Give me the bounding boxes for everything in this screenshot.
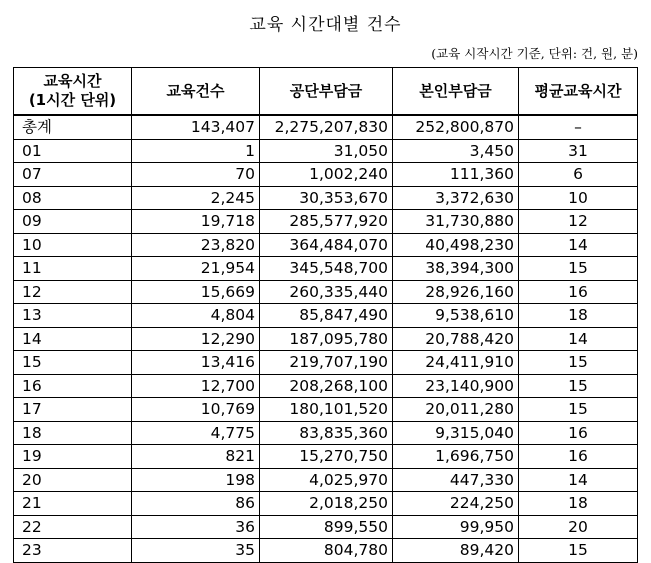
avg-time-cell: 15	[519, 374, 638, 398]
corp-share-cell: 285,577,920	[260, 210, 393, 234]
avg-time-cell: 31	[519, 139, 638, 163]
avg-time-cell: 18	[519, 304, 638, 328]
self-share-cell: 40,498,230	[393, 233, 519, 257]
self-share-cell: 89,420	[393, 539, 519, 563]
self-share-cell: 111,360	[393, 163, 519, 187]
avg-time-cell: 20	[519, 515, 638, 539]
time-cell: 12	[14, 280, 132, 304]
avg-time-cell: 10	[519, 186, 638, 210]
table-row	[14, 257, 638, 281]
corp-share-cell: 180,101,520	[260, 398, 393, 422]
avg-time-cell: 14	[519, 468, 638, 492]
self-share-cell: 9,538,610	[393, 304, 519, 328]
corp-share-cell: 30,353,670	[260, 186, 393, 210]
table-row	[14, 186, 638, 210]
time-cell: 15	[14, 351, 132, 375]
corp-share-cell: 345,548,700	[260, 257, 393, 281]
time-cell: 01	[14, 139, 132, 163]
avg-time-cell: 12	[519, 210, 638, 234]
time-cell: 09	[14, 210, 132, 234]
avg-time-cell: 15	[519, 398, 638, 422]
table-row	[14, 492, 638, 516]
corp-share-cell: 83,835,360	[260, 421, 393, 445]
count-cell: 86	[132, 492, 260, 516]
count-cell: 2,245	[132, 186, 260, 210]
table-row	[14, 280, 638, 304]
time-cell: 22	[14, 515, 132, 539]
avg-time-cell: 16	[519, 445, 638, 469]
self-share-cell: 31,730,880	[393, 210, 519, 234]
count-cell: 12,290	[132, 327, 260, 351]
table-row	[14, 163, 638, 187]
corp-share-cell: 364,484,070	[260, 233, 393, 257]
table-header-row	[14, 68, 638, 116]
time-cell: 14	[14, 327, 132, 351]
table-row	[14, 515, 638, 539]
count-cell: 10,769	[132, 398, 260, 422]
corp-share-cell: 804,780	[260, 539, 393, 563]
table-row	[14, 421, 638, 445]
avg-time-cell: 14	[519, 233, 638, 257]
count-cell: 21,954	[132, 257, 260, 281]
self-share-cell: 224,250	[393, 492, 519, 516]
self-share-cell: 3,372,630	[393, 186, 519, 210]
corp-share-cell: 219,707,190	[260, 351, 393, 375]
corp-share-cell: 4,025,970	[260, 468, 393, 492]
table-row	[14, 115, 638, 139]
col-header-count: 교육건수	[132, 68, 260, 116]
self-share-cell: 20,788,420	[393, 327, 519, 351]
self-share-cell: 24,411,910	[393, 351, 519, 375]
table-row	[14, 327, 638, 351]
corp-share-cell: 85,847,490	[260, 304, 393, 328]
count-cell: 12,700	[132, 374, 260, 398]
col-header-corp-share: 공단부담금	[260, 68, 393, 116]
count-cell: 4,775	[132, 421, 260, 445]
corp-share-cell: 260,335,440	[260, 280, 393, 304]
corp-share-cell: 899,550	[260, 515, 393, 539]
time-cell: 08	[14, 186, 132, 210]
unit-note: (교육 시작시간 기준, 단위: 건, 원, 분)	[431, 46, 638, 61]
time-cell: 23	[14, 539, 132, 563]
count-cell: 23,820	[132, 233, 260, 257]
count-cell: 36	[132, 515, 260, 539]
time-cell: 11	[14, 257, 132, 281]
table-row	[14, 398, 638, 422]
self-share-cell: 23,140,900	[393, 374, 519, 398]
self-share-cell: 447,330	[393, 468, 519, 492]
count-cell: 70	[132, 163, 260, 187]
time-cell: 07	[14, 163, 132, 187]
col-header-avg-time: 평균교육시간	[519, 68, 638, 116]
corp-share-cell: 15,270,750	[260, 445, 393, 469]
table-row	[14, 374, 638, 398]
avg-time-cell: 16	[519, 421, 638, 445]
time-cell: 13	[14, 304, 132, 328]
table-row	[14, 468, 638, 492]
table-row	[14, 139, 638, 163]
avg-time-cell: 16	[519, 280, 638, 304]
table-row	[14, 210, 638, 234]
corp-share-cell: 2,018,250	[260, 492, 393, 516]
count-cell: 15,669	[132, 280, 260, 304]
col-header-self-share: 본인부담금	[393, 68, 519, 116]
self-share-cell: 1,696,750	[393, 445, 519, 469]
table-row	[14, 539, 638, 563]
time-cell: 18	[14, 421, 132, 445]
table-row	[14, 304, 638, 328]
time-cell: 16	[14, 374, 132, 398]
self-share-cell: 3,450	[393, 139, 519, 163]
avg-time-cell: 14	[519, 327, 638, 351]
count-cell: 198	[132, 468, 260, 492]
page-title: 교육 시간대별 건수	[249, 15, 402, 35]
col-header-time: 교육시간 (1시간 단위)	[14, 68, 132, 116]
corp-share-cell: 208,268,100	[260, 374, 393, 398]
corp-share-cell: 187,095,780	[260, 327, 393, 351]
time-cell: 10	[14, 233, 132, 257]
stats-table	[13, 67, 638, 563]
table-row	[14, 233, 638, 257]
count-cell: 13,416	[132, 351, 260, 375]
self-share-cell: 252,800,870	[393, 115, 519, 139]
count-cell: 1	[132, 139, 260, 163]
table-row	[14, 445, 638, 469]
self-share-cell: 9,315,040	[393, 421, 519, 445]
count-cell: 19,718	[132, 210, 260, 234]
self-share-cell: 99,950	[393, 515, 519, 539]
self-share-cell: 28,926,160	[393, 280, 519, 304]
avg-time-cell: 15	[519, 257, 638, 281]
count-cell: 821	[132, 445, 260, 469]
table-row	[14, 351, 638, 375]
time-cell: 20	[14, 468, 132, 492]
self-share-cell: 20,011,280	[393, 398, 519, 422]
time-cell: 21	[14, 492, 132, 516]
avg-time-cell: 15	[519, 351, 638, 375]
self-share-cell: 38,394,300	[393, 257, 519, 281]
avg-time-cell: 18	[519, 492, 638, 516]
count-cell: 4,804	[132, 304, 260, 328]
corp-share-cell: 31,050	[260, 139, 393, 163]
time-cell: 17	[14, 398, 132, 422]
time-cell: 총계	[14, 115, 132, 139]
avg-time-cell: –	[519, 115, 638, 139]
count-cell: 143,407	[132, 115, 260, 139]
corp-share-cell: 1,002,240	[260, 163, 393, 187]
count-cell: 35	[132, 539, 260, 563]
avg-time-cell: 15	[519, 539, 638, 563]
corp-share-cell: 2,275,207,830	[260, 115, 393, 139]
time-cell: 19	[14, 445, 132, 469]
avg-time-cell: 6	[519, 163, 638, 187]
